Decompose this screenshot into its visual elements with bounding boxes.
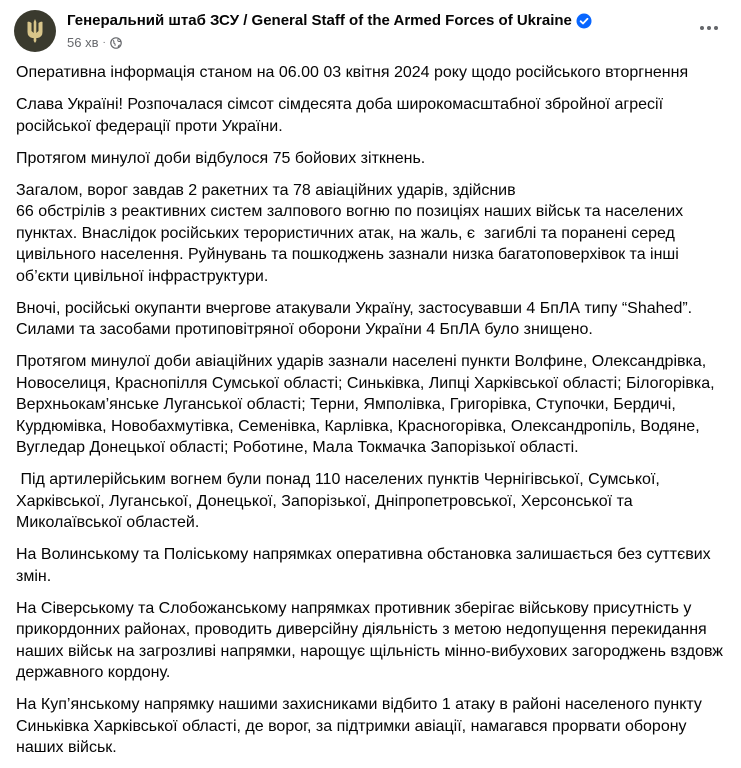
post-paragraph: Вночі, російські окупанти вчергове атакували Україну, застосувавши 4 БпЛА типу “Shahed”. Силами та засобами протиповітряної оборони України 4 БпЛА було знищено.: [16, 299, 697, 338]
post-meta: [67, 35, 122, 50]
author-name-link[interactable]: Генеральний штаб ЗСУ / General Staff of the Armed Forces of Ukraine: [67, 12, 572, 29]
more-options-icon: [699, 25, 719, 31]
more-options-button[interactable]: [691, 14, 727, 42]
post-content: [16, 62, 728, 768]
post-paragraph: Протягом минулої доби відбулося 75 бойових зіткнень.: [16, 149, 426, 167]
post-header: [14, 10, 727, 54]
post-paragraph: Загалом, ворог завдав 2 ракетних та 78 авіаційних ударів, здійснив 66 обстрілів з реактивних систем залпового вогню по позиціях наших військ та населених пунктах. Внаслідок російських терористичних атак, на жаль, є загиблі та поранені серед цивільного населення. Руйнувань та пошкоджень зазнали низка багатоповерхівок та інші об’єкти цивільної інфраструктури.: [16, 181, 684, 285]
post-paragraph: Під артилерійським вогнем були понад 110 населених пунктів Чернігівської, Сумської, Харківської, Луганської, Донецької, Запорізької, Дніпропетровської, Херсонської та Миколаївської областей.: [16, 471, 665, 531]
verified-badge-icon: [576, 13, 592, 29]
author-avatar[interactable]: [14, 10, 56, 52]
author-line: [67, 12, 592, 29]
trident-emblem-icon: [24, 18, 46, 44]
post-paragraph: Слава Україні! Розпочалася сімсот сімдесята доба широкомасштабної збройної агресії російської федерації проти України.: [16, 96, 668, 135]
post-paragraph: На Волинському та Поліському напрямках оперативна обстановка залишається без суттєвих змін.: [16, 546, 716, 585]
globe-icon: [110, 37, 122, 49]
post-timestamp-link[interactable]: 56 хв: [67, 35, 99, 50]
post-paragraph: Оперативна інформація станом на 06.00 03 квітня 2024 року щодо російського вторгнення: [16, 64, 689, 81]
meta-separator: ·: [102, 37, 106, 48]
post-paragraph: На Куп’янському напрямку нашими захисниками відбито 1 атаку в районі населеного пункту Синьківка Харківської області, де ворог, за підтримки авіації, намагався прорвати оборону наших військ.: [16, 696, 707, 756]
post-paragraph: Протягом минулої доби авіаційних ударів зазнали населені пункти Волфине, Олександрівка, Новоселиця, Краснопілля Сумської області; Синьківка, Липці Харківської області; Білогорівка, Верхньокам’янське Луганської області; Терни, Ямполівка, Григорівка, Ступочки, Бердичі, Курдюмівка, Новобахмутівка, Семенівка, Карлівка, Красногорівка, Олександропіль, Водяне, Вугледар Донецької області; Роботине, Мала Токмачка Запорізької області.: [16, 353, 719, 456]
post-paragraph: На Сіверському та Слобожанському напрямках противник зберігає військову присутність у прикордонних районах, проводить диверсійну діяльність з метою недопущення перекидання наших військ на загрозливі напрямки, нарощує щільність мінно-вибухових загороджень вздовж державного кордону.: [16, 599, 728, 681]
